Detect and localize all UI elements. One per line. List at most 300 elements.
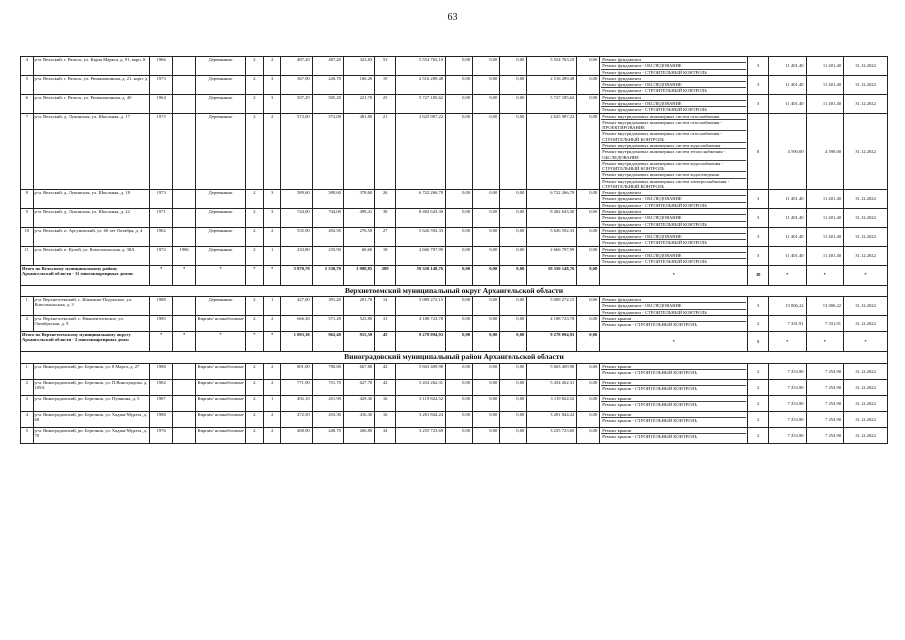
living-area-cell: 276,50 <box>343 227 374 246</box>
entrances-cell: 3 <box>263 75 281 94</box>
address-cell: р-н. Виноградовский, рп. Березник, ул. П.Виноградова, д. 109А <box>33 379 150 395</box>
fund-cell: 0,00 <box>577 190 600 209</box>
work-item: Ремонт крыши - СТРОИТЕЛЬНЫЙ КОНТРОЛЬ <box>602 385 698 391</box>
star-cell: * <box>263 332 281 352</box>
entrances-cell: 2 <box>263 427 281 443</box>
table-row <box>21 75 888 94</box>
fund-cell: 0,00 <box>473 209 500 228</box>
wall-material-cell: Кирпич/ шлакоблочные <box>196 379 246 395</box>
work-types-cell <box>600 379 748 395</box>
total-area-cell: 468,90 <box>281 427 312 443</box>
unit-cost-cell: 7 253,90 <box>769 411 807 427</box>
work-item: Ремонт фундамента <box>601 190 746 196</box>
row-number: 7 <box>21 113 34 190</box>
table-row <box>21 363 888 379</box>
floors-cell: 2 <box>246 227 264 246</box>
work-item: Ремонт фундамента - СТРОИТЕЛЬНЫЙ КОНТРОЛЬ <box>602 309 708 315</box>
year-built-cell: 1973 <box>150 75 173 94</box>
cost-cell: 3 281 844,24 <box>396 411 446 427</box>
year-built-cell: 1988 <box>150 297 173 316</box>
fund-cell: 0,00 <box>500 246 527 265</box>
wall-material-cell: Деревянные <box>196 94 246 113</box>
year-reconstruction-cell <box>173 75 196 94</box>
floors-cell: 2 <box>246 75 264 94</box>
fund-cell: 0,00 <box>500 363 527 379</box>
fund-cell: 0,00 <box>500 227 527 246</box>
unit-cost-cell: 11 401,40 <box>769 57 807 76</box>
living-area-cell: 322,83 <box>343 57 374 76</box>
work-types-cell <box>600 427 748 443</box>
living-area-cell: 429,30 <box>343 395 374 411</box>
max-unit-cost-cell: 7 253,90 <box>806 363 844 379</box>
fund-owners-cell: 9 278 094,93 <box>527 332 577 352</box>
year-built-cell: 1972 <box>150 246 173 265</box>
year-reconstruction-cell <box>173 316 196 332</box>
year-reconstruction-cell <box>173 297 196 316</box>
year-built-cell: 1971 <box>150 209 173 228</box>
table-row <box>21 316 888 332</box>
fund-cell: 0,00 <box>577 57 600 76</box>
fund-cell: 0,00 <box>500 316 527 332</box>
max-unit-cost-cell: 11 401,40 <box>806 227 844 246</box>
work-item: Ремонт фундамента - СТРОИТЕЛЬНЫЙ КОНТРОЛЬ <box>602 221 708 227</box>
living-area-cell: 60,60 <box>343 246 374 265</box>
residents-cell: 16 <box>375 411 396 427</box>
cost-cell: 5 727 185,62 <box>396 94 446 113</box>
deadline-cell: 31.12.2022 <box>844 246 888 265</box>
unit-cost-cell: 11 401,40 <box>769 190 807 209</box>
wall-material-cell: Деревянные <box>196 246 246 265</box>
floors-cell: 2 <box>246 246 264 265</box>
work-item: Ремонт фундамента - ОБСЛЕДОВАНИЕ <box>601 215 746 221</box>
total-area-cell: 492,10 <box>281 395 312 411</box>
year-reconstruction-cell <box>173 209 196 228</box>
star-cell: * <box>844 332 888 352</box>
work-item: Ремонт крыши - СТРОИТЕЛЬНЫЙ КОНТРОЛЬ <box>602 417 698 423</box>
work-item: Ремонт фундамента - ОБСЛЕДОВАНИЕ <box>601 82 746 88</box>
table-row <box>21 395 888 411</box>
fund-cell: 0,00 <box>500 209 527 228</box>
residents-cell: 45 <box>375 332 396 352</box>
work-item: Ремонт фундамента - ОБСЛЕДОВАНИЕ <box>601 63 746 69</box>
work-count-cell: 3 <box>748 94 769 113</box>
work-types-cell <box>600 190 748 209</box>
year-built-cell: 1988 <box>150 363 173 379</box>
year-reconstruction-cell <box>173 379 196 395</box>
wall-material-cell: Кирпич/ шлакоблочные <box>196 316 246 332</box>
star-cell: * <box>806 332 844 352</box>
fund-cell: 0,00 <box>473 190 500 209</box>
work-item: Ремонт фундамента <box>601 228 746 234</box>
floors-cell: 2 <box>246 395 264 411</box>
year-reconstruction-cell <box>173 395 196 411</box>
work-types-cell <box>600 297 748 316</box>
fund-cell: 0,00 <box>473 57 500 76</box>
section-header-row <box>21 352 888 364</box>
star-cell: * <box>600 332 748 352</box>
fund-cell: 0,00 <box>500 297 527 316</box>
deadline-cell: 31.12.2022 <box>844 113 888 190</box>
star-cell: * <box>173 265 196 285</box>
address-cell: р-н. Вельский, п. Кулой, ул. Комсомольская, д. 38А <box>33 246 150 265</box>
address-cell: р-н. Вельский, д. Лукинская, ул. Школьная, д. 22 <box>33 209 150 228</box>
fund-cell: 0,00 <box>500 265 527 285</box>
cost-cell: 59 350 148,76 <box>396 265 446 285</box>
total-label: Итого по Вельскому муниципальному району Архангельской области - 11 многоквартирных домов: <box>21 265 150 285</box>
address-cell: р-н. Виноградовский, рп. Березник, ул. 8 Марта, д. 27 <box>33 363 150 379</box>
area-cell: 492,50 <box>312 227 343 246</box>
floors-cell: 2 <box>246 297 264 316</box>
work-types-cell <box>600 75 748 94</box>
work-item: Ремонт фундамента - СТРОИТЕЛЬНЫЙ КОНТРОЛЬ <box>602 240 708 246</box>
fund-cell: 0,00 <box>446 209 473 228</box>
fund-cell: 0,00 <box>446 395 473 411</box>
deadline-cell: 31.12.2022 <box>844 190 888 209</box>
max-unit-cost-cell: 13 006,22 <box>806 297 844 316</box>
entrances-cell: 1 <box>263 297 281 316</box>
work-count-cell: 38 <box>748 265 769 285</box>
work-item: Ремонт внутридомовых инженерных систем водоснабжения <box>601 143 746 149</box>
work-types-cell <box>600 94 748 113</box>
area-cell: 487,20 <box>312 57 343 76</box>
fund-cell: 0,00 <box>473 265 500 285</box>
cost-cell: 8 482 643,30 <box>396 209 446 228</box>
fund-cell: 0,00 <box>500 411 527 427</box>
living-area-cell: 281,70 <box>343 297 374 316</box>
star-cell: * <box>150 332 173 352</box>
table-row <box>21 94 888 113</box>
fund-cell: 0,00 <box>473 113 500 190</box>
entrances-cell: 3 <box>263 209 281 228</box>
cost-cell: 5 089 272,15 <box>396 297 446 316</box>
area-cell: 453,30 <box>312 411 343 427</box>
wall-material-cell: Деревянные <box>196 57 246 76</box>
address-cell: р-н. Вельский, г. Вельск, ул. Рюмяновинная, д. 40 <box>33 94 150 113</box>
deadline-cell: 31.12.2022 <box>844 209 888 228</box>
cost-cell: 5 626 592,33 <box>396 227 446 246</box>
entrances-cell: 1 <box>263 395 281 411</box>
residents-cell: 18 <box>375 246 396 265</box>
work-count-cell: 8 <box>748 113 769 190</box>
floors-cell: 2 <box>246 94 264 113</box>
work-item: Ремонт фундамента - СТРОИТЕЛЬНЫЙ КОНТРОЛЬ <box>602 202 708 208</box>
fund-cell: 0,00 <box>500 94 527 113</box>
residents-cell: 42 <box>375 363 396 379</box>
table-row <box>21 227 888 246</box>
work-types-cell <box>600 316 748 332</box>
fund-cell: 0,00 <box>446 332 473 352</box>
area-cell: 233,90 <box>312 246 343 265</box>
address-cell: р-н. Виноградовский, рп. Березник, ул. Хаджи-Мурата, д. 70 <box>33 427 150 443</box>
total-area-cell: 233,80 <box>281 246 312 265</box>
cost-cell: 9 278 094,93 <box>396 332 446 352</box>
work-count-cell: 3 <box>748 246 769 265</box>
work-item: Ремонт фундамента - ОБСЛЕДОВАНИЕ <box>601 101 746 107</box>
star-cell: * <box>246 265 264 285</box>
row-number: 4 <box>21 57 34 76</box>
total-area-cell: 472,50 <box>281 411 312 427</box>
fund-cell: 0,00 <box>473 297 500 316</box>
area-cell: 589,60 <box>312 190 343 209</box>
row-number: 6 <box>21 94 34 113</box>
fund-cell: 0,00 <box>446 75 473 94</box>
fund-cell: 0,00 <box>577 395 600 411</box>
work-item: Ремонт крыши <box>601 316 746 322</box>
area-cell: 5 530,70 <box>312 265 343 285</box>
star-cell: * <box>844 265 888 285</box>
work-item: Ремонт крыши <box>601 380 746 386</box>
address-cell: р-н. Верхнетоемский, с. Ильинско-Подомское, ул. Комсомольская, д. 3 <box>33 297 150 316</box>
fund-cell: 0,00 <box>500 113 527 190</box>
year-built-cell: 1976 <box>150 427 173 443</box>
floors-cell: 2 <box>246 363 264 379</box>
cost-cell: 2 516 289,48 <box>396 75 446 94</box>
work-item: Ремонт фундамента - ОБСЛЕДОВАНИЕ <box>601 303 746 309</box>
entrances-cell: 2 <box>263 57 281 76</box>
floors-cell: 2 <box>246 57 264 76</box>
fund-cell: 0,00 <box>446 265 473 285</box>
total-area-cell: 427,00 <box>281 297 312 316</box>
work-item: Ремонт фундамента - СТРОИТЕЛЬНЫЙ КОНТРОЛЬ <box>602 88 708 94</box>
fund-cell: 0,00 <box>473 75 500 94</box>
area-cell: 780,80 <box>312 363 343 379</box>
work-types-cell <box>600 57 748 76</box>
fund-cell: 0,00 <box>577 94 600 113</box>
work-count-cell: 3 <box>748 297 769 316</box>
area-cell: 572,00 <box>312 113 343 190</box>
fund-owners-cell: 59 350 148,76 <box>527 265 577 285</box>
work-item: Ремонт крыши <box>601 396 746 402</box>
row-number: 11 <box>21 246 34 265</box>
fund-cell: 0,00 <box>500 332 527 352</box>
entrances-cell: 2 <box>263 227 281 246</box>
table-row <box>21 427 888 443</box>
fund-owners-cell: 5 626 592,33 <box>527 227 577 246</box>
living-area-cell: 915,50 <box>343 332 374 352</box>
fund-cell: 0,00 <box>577 379 600 395</box>
address-cell: р-н. Верхнетоемский, с. Нижнеитоемское, ул. Октябрьская, д. 9 <box>33 316 150 332</box>
work-count-cell: 2 <box>748 411 769 427</box>
total-row <box>21 265 888 285</box>
area-cell: 744,00 <box>312 209 343 228</box>
fund-cell: 0,00 <box>577 316 600 332</box>
row-number: 1 <box>21 297 34 316</box>
deadline-cell: 31.12.2022 <box>844 75 888 94</box>
work-item: Ремонт фундамента <box>601 209 746 215</box>
table-body <box>21 57 888 444</box>
row-number: 8 <box>21 190 34 209</box>
star-cell: * <box>769 332 807 352</box>
section-title: Виноградовский муниципальный район Архангельской области <box>21 352 888 364</box>
year-built-cell: 1988 <box>150 411 173 427</box>
work-types-cell <box>600 363 748 379</box>
deadline-cell: 31.12.2022 <box>844 316 888 332</box>
year-reconstruction-cell <box>173 190 196 209</box>
entrances-cell: 2 <box>263 379 281 395</box>
entrances-cell: 3 <box>263 94 281 113</box>
fund-owners-cell: 6 722 266,78 <box>527 190 577 209</box>
star-cell: * <box>263 265 281 285</box>
wall-material-cell: Деревянные <box>196 113 246 190</box>
row-number: 10 <box>21 227 34 246</box>
fund-cell: 0,00 <box>473 395 500 411</box>
work-item: Ремонт фундамента <box>601 57 746 63</box>
year-built-cell: 1982 <box>150 379 173 395</box>
fund-cell: 0,00 <box>500 379 527 395</box>
area-cell: 226,70 <box>312 75 343 94</box>
work-item: Ремонт крыши - СТРОИТЕЛЬНЫЙ КОНТРОЛЬ <box>602 322 698 328</box>
entrances-cell: 3 <box>263 190 281 209</box>
year-reconstruction-cell <box>173 94 196 113</box>
total-area-cell: 744,00 <box>281 209 312 228</box>
fund-cell: 0,00 <box>577 227 600 246</box>
fund-cell: 0,00 <box>473 94 500 113</box>
deadline-cell: 31.12.2022 <box>844 411 888 427</box>
floors-cell: 2 <box>246 427 264 443</box>
max-unit-cost-cell: 7 253,90 <box>806 395 844 411</box>
residents-cell: 16 <box>375 395 396 411</box>
deadline-cell: 31.12.2022 <box>844 227 888 246</box>
total-area-cell: 507,29 <box>281 94 312 113</box>
work-item: Ремонт внутридомовых инженерных систем теплоснабжения - ОБСЛЕДОВАНИЕ <box>601 149 746 161</box>
year-built-cell: 1962 <box>150 227 173 246</box>
fund-cell: 0,00 <box>577 113 600 190</box>
fund-owners-cell: 2 666 797,99 <box>527 246 577 265</box>
fund-cell: 0,00 <box>446 227 473 246</box>
living-area-cell: 523,80 <box>343 316 374 332</box>
residents-cell: 34 <box>375 427 396 443</box>
work-item: Ремонт фундамента <box>601 95 746 101</box>
fund-cell: 0,00 <box>577 265 600 285</box>
fund-cell: 0,00 <box>577 297 600 316</box>
work-item: Ремонт фундамента <box>601 247 746 253</box>
area-cell: 751,70 <box>312 379 343 395</box>
work-item: Ремонт фундамента <box>601 76 746 82</box>
cost-cell: 2 666 797,99 <box>396 246 446 265</box>
deadline-cell: 31.12.2022 <box>844 94 888 113</box>
fund-cell: 0,00 <box>473 427 500 443</box>
fund-owners-cell: 3 119 824,52 <box>527 395 577 411</box>
row-number: 1 <box>21 363 34 379</box>
unit-cost-cell: 7 253,90 <box>769 379 807 395</box>
fund-cell: 0,00 <box>500 75 527 94</box>
area-cell: 962,40 <box>312 332 343 352</box>
work-item: Ремонт фундамента - СТРОИТЕЛЬНЫЙ КОНТРОЛЬ <box>602 69 708 75</box>
row-number: 2 <box>21 379 34 395</box>
total-area-cell: 5 870,70 <box>281 265 312 285</box>
fund-cell: 0,00 <box>446 113 473 190</box>
work-count-cell: 2 <box>748 363 769 379</box>
year-reconstruction-cell <box>173 363 196 379</box>
work-count-cell: 3 <box>748 209 769 228</box>
fund-cell: 0,00 <box>500 190 527 209</box>
work-item: Ремонт крыши <box>601 412 746 418</box>
fund-owners-cell: 5 554 763,10 <box>527 57 577 76</box>
work-types-cell <box>600 113 748 190</box>
total-area-cell: 535,90 <box>281 227 312 246</box>
fund-cell: 0,00 <box>500 395 527 411</box>
floors-cell: 2 <box>246 209 264 228</box>
entrances-cell: 1 <box>263 246 281 265</box>
residents-cell: 289 <box>375 265 396 285</box>
total-area-cell: 487,20 <box>281 57 312 76</box>
residents-cell: 31 <box>375 316 396 332</box>
fund-cell: 0,00 <box>577 209 600 228</box>
star-cell: * <box>150 265 173 285</box>
work-item: Ремонт крыши - СТРОИТЕЛЬНЫЙ КОНТРОЛЬ <box>602 401 698 407</box>
living-area-cell: 378,60 <box>343 190 374 209</box>
fund-cell: 0,00 <box>577 246 600 265</box>
year-reconstruction-cell <box>173 57 196 76</box>
row-number: 4 <box>21 411 34 427</box>
work-item: Ремонт внутридомовых инженерных систем водоотведения <box>601 172 746 178</box>
total-area-cell: 572,00 <box>281 113 312 190</box>
work-count-cell: 3 <box>748 190 769 209</box>
star-cell: * <box>196 265 246 285</box>
work-item: Ремонт фундамента - ОБСЛЕДОВАНИЕ <box>601 234 746 240</box>
fund-cell: 0,00 <box>446 57 473 76</box>
cost-cell: 6 722 266,78 <box>396 190 446 209</box>
unit-cost-cell: 11 401,40 <box>769 246 807 265</box>
star-cell: * <box>600 265 748 285</box>
star-cell: * <box>246 332 264 352</box>
max-unit-cost-cell: 11 401,40 <box>806 57 844 76</box>
address-cell: р-н. Виноградовский, рп. Березник, ул. Пушкина, д. 5 <box>33 395 150 411</box>
year-reconstruction-cell: 1986 <box>173 246 196 265</box>
year-reconstruction-cell <box>173 411 196 427</box>
total-label: Итого по Верхнетоемскому муниципальному округу Архангельской области - 2 многоквартирных дома: <box>21 332 150 352</box>
fund-cell: 0,00 <box>500 427 527 443</box>
wall-material-cell: Деревянные <box>196 209 246 228</box>
address-cell: р-н. Вельский, д. Лукинская, ул. Школьная, д. 18 <box>33 190 150 209</box>
area-cell: 571,20 <box>312 316 343 332</box>
address-cell: р-н. Вельский, п. Аргуновский, ул. 60 лет Октября, д. 4 <box>33 227 150 246</box>
year-reconstruction-cell <box>173 427 196 443</box>
fund-cell: 0,00 <box>446 427 473 443</box>
residents-cell: 26 <box>375 190 396 209</box>
residents-cell: 27 <box>375 227 396 246</box>
work-item: Ремонт внутридомовых инженерных систем газоснабжения <box>601 114 746 120</box>
entrances-cell: 2 <box>263 316 281 332</box>
fund-owners-cell: 5 454 262,31 <box>527 379 577 395</box>
fund-owners-cell: 2 516 289,48 <box>527 75 577 94</box>
year-built-cell: 1964 <box>150 94 173 113</box>
wall-material-cell: Кирпич/ шлакоблочные <box>196 427 246 443</box>
total-area-cell: 666,30 <box>281 316 312 332</box>
total-area-cell: 1 093,30 <box>281 332 312 352</box>
work-item: Ремонт крыши <box>601 428 746 434</box>
wall-material-cell: Кирпич/ шлакоблочные <box>196 395 246 411</box>
deadline-cell: 31.12.2022 <box>844 427 888 443</box>
work-count-cell: 2 <box>748 316 769 332</box>
fund-owners-cell: 5 663 409,98 <box>527 363 577 379</box>
living-area-cell: 221,70 <box>343 94 374 113</box>
living-area-cell: 166,20 <box>343 75 374 94</box>
floors-cell: 2 <box>246 113 264 190</box>
living-area-cell: 416,30 <box>343 411 374 427</box>
row-number: 9 <box>21 209 34 228</box>
work-count-cell: 3 <box>748 227 769 246</box>
fund-cell: 0,00 <box>473 363 500 379</box>
work-count-cell: 2 <box>748 395 769 411</box>
cost-cell: 2 625 987,22 <box>396 113 446 190</box>
living-area-cell: 266,80 <box>343 427 374 443</box>
max-unit-cost-cell: 7 253,90 <box>806 427 844 443</box>
deadline-cell: 31.12.2022 <box>844 297 888 316</box>
row-number: 5 <box>21 427 34 443</box>
work-count-cell: 3 <box>748 75 769 94</box>
fund-cell: 0,00 <box>446 94 473 113</box>
